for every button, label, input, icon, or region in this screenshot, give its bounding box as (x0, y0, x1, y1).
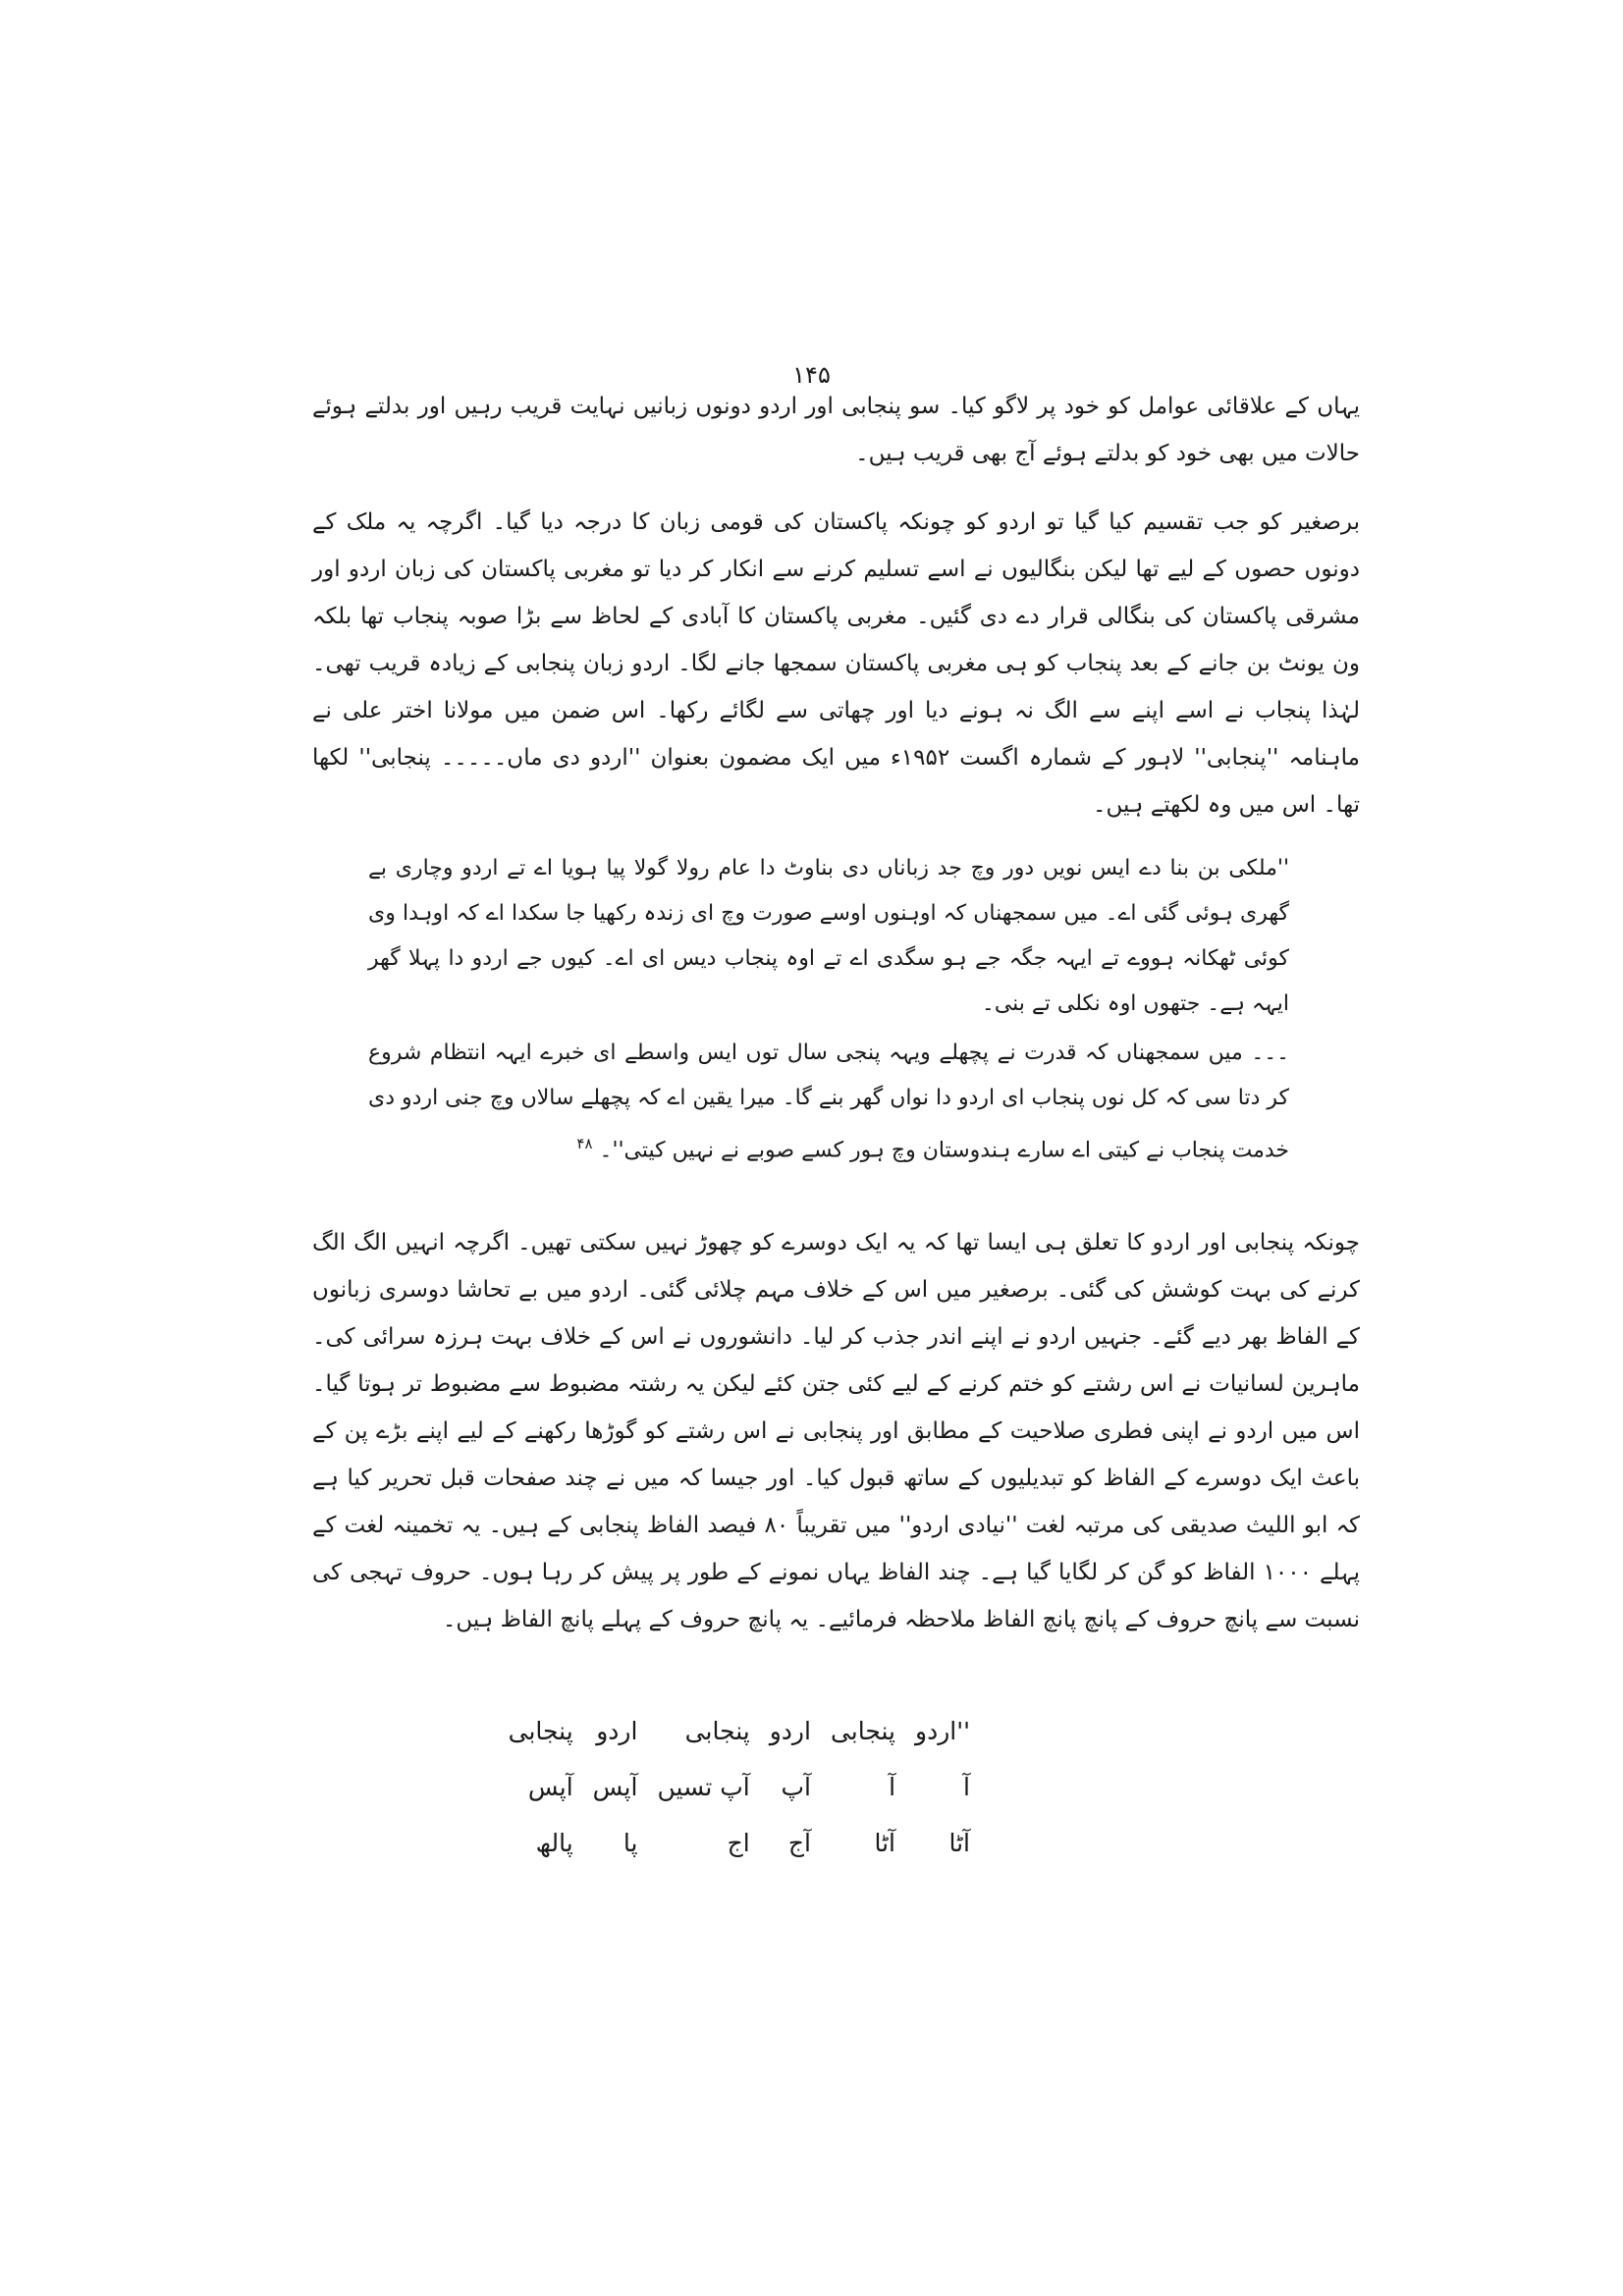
table-row (499, 1759, 980, 1815)
table-cell: آٹا (948, 1829, 970, 1857)
block-quote-second (368, 1031, 1289, 1173)
paragraph-text: یہاں کے علاقائی عوامل کو خود پر لاگو کیا۔ سو پنجابی اور اردو دونوں زبانیں نہایت قریب رہیں اور بدلتے ہوئے حالات میں بھی خود کو بدلتے ہوئے آج بھی قریب ہیں۔ (312, 394, 1360, 466)
table-header-cell: اردو (596, 1717, 638, 1745)
table-header-cell: پنجابی (684, 1717, 750, 1745)
table-cell: آپ (781, 1773, 811, 1801)
quote-text: ۔۔۔ میں سمجھناں کہ قدرت نے پچھلے ویہہ پنجی سال توں ایس واسطے ای خبرے ایہہ انتظام شروع کر دتا سی کہ کل نوں پنجاب ای اردو دا نواں گھر بنے گا۔ میرا یقین اے کہ پچھلے سالاں وچ جنی اردو دی خدمت پنجاب نے کیتی اے سارے ہندوستان وچ ہور کسے صوبے نے نہیں کیتی''۔ (368, 1041, 1289, 1163)
table-cell: اج (727, 1829, 750, 1857)
paragraph-text: برصغیر کو جب تقسیم کیا گیا تو اردو کو چونکہ پاکستان کی قومی زبان کا درجہ دیا گیا۔ اگرچہ یہ ملک کے دونوں حصوں کے لیے تھا لیکن بنگالیوں نے اسے تسلیم کرنے سے انکار کر دیا تو مغربی پاکستان کی زبان اردو اور مشرقی پاکستان کی بنگالی قرار دے دی گئیں۔ مغربی پاکستان کا آبادی کے لحاظ سے بڑا صوبہ پنجاب تھا بلکہ ون یونٹ بن جانے کے بعد پنجاب کو ہی مغربی پاکستان سمجھا جانے لگا۔ اردو زبان پنجابی کے زیادہ قریب تھی۔ لہٰذا پنجاب نے اسے اپنے سے الگ نہ ہونے دیا اور چھاتی سے لگائے رکھا۔ اس ضمن میں مولانا اختر علی نے ماہنامہ ''پنجابی'' لاہور کے شمارہ اگست ۱۹۵۲ء میں ایک مضمون بعنوان ''اردو دی ماں۔۔۔۔۔ پنجابی'' لکھا تھا۔ اس میں وہ لکھتے ہیں۔ (312, 509, 1360, 818)
table-row (499, 1815, 980, 1871)
quote-text: ''ملکی بن بنا دے ایس نویں دور وچ جد زباناں دی بناوٹ دا عام رولا گولا پیا ہویا اے تے اردو وچاری بے گھری ہوئی گئی اے۔ میں سمجھناں کہ اوہنوں اوسے صورت وچ ای زندہ رکھیا جا سکدا اے کہ اوہدا وی کوئی ٹھکانہ ہووے تے ایہہ جگہ جے ہو سگدی اے تے اوہ پنجاب دیس ای اے۔ کیوں جے اردو دا پہلا گھر ایہہ ہے۔ جتھوں اوہ نکلی تے بنی۔ (368, 856, 1289, 1016)
table-cell: آ (889, 1773, 896, 1801)
table-header-cell: پنجابی (508, 1717, 573, 1745)
table-cell: آپس (527, 1773, 573, 1801)
table-cell: پالھ (535, 1829, 573, 1857)
table-header-row (499, 1703, 980, 1759)
word-comparison-table (499, 1703, 980, 1871)
table-header-cell: پنجابی (830, 1717, 896, 1745)
page-number: ۱۴۵ (792, 361, 831, 389)
table-cell: آپس (592, 1773, 638, 1801)
table-cell: آپ تسیں (657, 1773, 750, 1801)
block-quote-first (368, 846, 1289, 1027)
paragraph-vocabulary (312, 1219, 1360, 1643)
footnote-reference: ۴۸ (576, 1135, 593, 1152)
paragraph-text: چونکہ پنجابی اور اردو کا تعلق ہی ایسا تھا کہ یہ ایک دوسرے کو چھوڑ نہیں سکتی تھیں۔ اگرچہ انہیں الگ الگ کرنے کی بہت کوشش کی گئی۔ برصغیر میں اس کے خلاف مہم چلائی گئی۔ اردو میں بے تحاشا دوسری زبانوں کے الفاظ بھر دیے گئے۔ جنہیں اردو نے اپنے اندر جذب کر لیا۔ دانشوروں نے اس کے خلاف بہت ہرزہ سرائی کی۔ ماہرین لسانیات نے اس رشتے کو ختم کرنے کے لیے کئی جتن کئے لیکن یہ رشتہ مضبوط سے مضبوط تر ہوتا گیا۔ اس میں اردو نے اپنی فطری صلاحیت کے مطابق اور پنجابی نے اس رشتے کو گوڑھا رکھنے کے لیے اپنے بڑے پن کے باعث ایک دوسرے کے الفاظ کو تبدیلیوں کے ساتھ قبول کیا۔ اور جیسا کہ میں نے چند صفحات قبل تحریر کیا ہے کہ ابو اللیث صدیقی کی مرتبہ لغت ''نیادی اردو'' میں تقریباً ۸۰ فیصد الفاظ پنجابی کے ہیں۔ یہ تخمینہ لغت کے پہلے ۱۰۰۰ الفاظ کو گن کر لگایا گیا ہے۔ چند الفاظ یہاں نمونے کے طور پر پیش کر رہا ہوں۔ حروف تہجی کی نسبت سے پانچ حروف کے پانچ پانچ الفاظ ملاحظہ فرمائیے۔ یہ پانچ حروف کے پہلے پانچ الفاظ ہیں۔ (312, 1230, 1361, 1632)
paragraph-partition (312, 499, 1360, 828)
table-cell: آٹا (874, 1829, 896, 1857)
table-cell (583, 1815, 648, 1871)
table-header-cell: اردو (769, 1717, 811, 1745)
table-cell: آج (787, 1829, 811, 1857)
table-cell: آ (963, 1773, 970, 1801)
table-cell-text: پا (622, 1829, 638, 1857)
table-header-cell: ''اردو (915, 1717, 970, 1745)
paragraph-intro (312, 383, 1360, 477)
